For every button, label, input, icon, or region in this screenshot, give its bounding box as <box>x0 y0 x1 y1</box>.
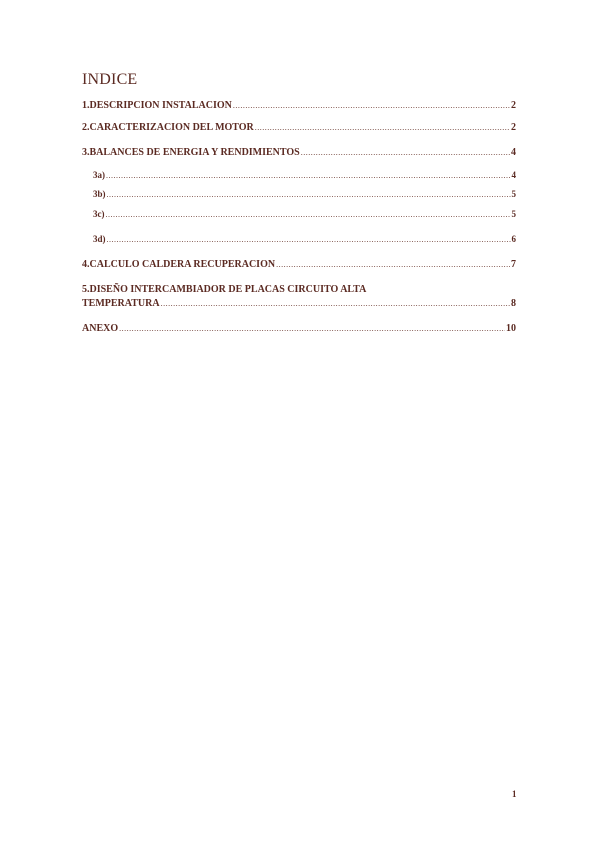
toc-entry-page: 2 <box>511 122 516 133</box>
page-number: 1 <box>512 789 517 799</box>
toc-entry-3[interactable] <box>82 147 516 158</box>
toc-leader <box>276 260 510 269</box>
toc-entry-page: 10 <box>506 323 516 334</box>
toc-entry-label: 3.BALANCES DE ENERGIA Y RENDIMIENTOS <box>82 147 300 158</box>
toc-leader <box>107 235 511 244</box>
toc-entry-label: 3b) <box>93 189 106 199</box>
toc-entry-3a[interactable] <box>93 170 516 180</box>
toc-leader <box>106 171 511 180</box>
toc-entry-3d[interactable] <box>93 234 516 244</box>
toc-leader <box>119 324 505 333</box>
toc-entry-label: 2.CARACTERIZACION DEL MOTOR <box>82 122 254 133</box>
toc-entry-anexo[interactable] <box>82 323 516 334</box>
toc-entry-label: 1.DESCRIPCION INSTALACION <box>82 100 232 111</box>
toc-entry-label: 3d) <box>93 234 106 244</box>
toc-leader <box>301 148 510 157</box>
toc-entry-page: 4 <box>511 170 516 180</box>
toc-entry-page: 2 <box>511 100 516 111</box>
toc-leader <box>161 299 510 308</box>
toc-entry-label: 4.CALCULO CALDERA RECUPERACION <box>82 259 276 270</box>
toc-entry-page: 5 <box>511 189 516 199</box>
toc-entry-5-line1[interactable]: 5.DISEÑO INTERCAMBIADOR DE PLACAS CIRCUITO ALTA <box>82 284 367 295</box>
toc-entry-page: 8 <box>511 298 516 309</box>
toc-entry-page: 5 <box>511 209 516 219</box>
toc-leader <box>233 101 510 110</box>
toc-entry-label: ANEXO <box>82 323 119 334</box>
toc-title: INDICE <box>82 71 138 88</box>
toc-leader <box>107 190 511 199</box>
toc-entry-page: 6 <box>511 234 516 244</box>
toc-entry-page: 7 <box>511 259 516 270</box>
toc-entry-page: 4 <box>511 147 516 158</box>
toc-entry-label: TEMPERATURA <box>82 298 160 309</box>
toc-entry-label: 3a) <box>93 170 105 180</box>
toc-leader <box>255 123 510 132</box>
toc-entry-1[interactable] <box>82 100 516 111</box>
toc-entry-3b[interactable] <box>93 189 516 199</box>
toc-entry-label: 3c) <box>93 209 105 219</box>
toc-entry-4[interactable] <box>82 259 516 270</box>
toc-entry-3c[interactable] <box>93 209 516 219</box>
toc-leader <box>106 210 511 219</box>
toc-entry-5[interactable] <box>82 298 516 309</box>
toc-entry-2[interactable] <box>82 122 516 133</box>
